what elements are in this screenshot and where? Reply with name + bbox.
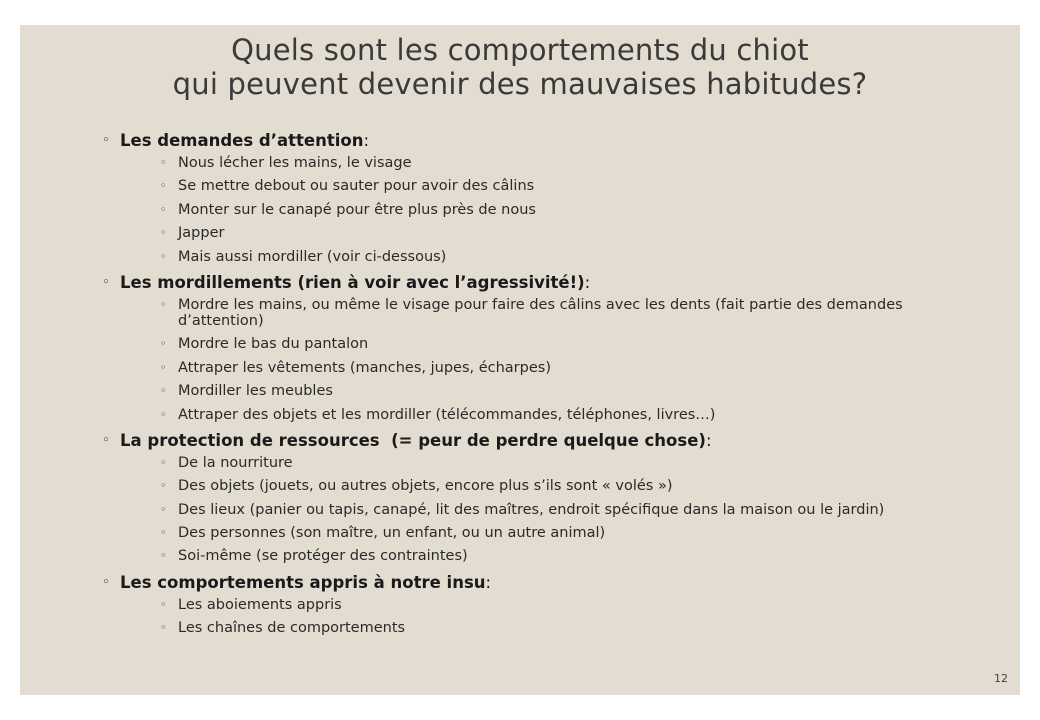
list-item: ◦ Des objets (jouets, ou autres objets, encore plus s’ils sont « volés ») xyxy=(160,478,673,495)
hollow-bullet-icon: ◦ xyxy=(160,202,167,216)
hollow-bullet-icon: ◦ xyxy=(160,297,167,311)
section-protection xyxy=(102,430,962,565)
section-heading-text: Les comportements appris à notre insu xyxy=(120,572,486,592)
list-item: ◦ Attraper les vêtements (manches, jupes, écharpes) xyxy=(160,359,551,376)
title-line-2: qui peuvent devenir des mauvaises habitudes? xyxy=(172,67,868,101)
list-item: ◦ Des personnes (son maître, un enfant, ou un autre animal) xyxy=(160,525,606,542)
section-heading: ◦ Les mordillements (rien à voir avec l’agressivité!): xyxy=(102,272,591,292)
list-item: ◦ Les chaînes de comportements xyxy=(160,620,406,637)
list-item: ◦ Monter sur le canapé pour être plus près de nous xyxy=(160,201,536,218)
hollow-bullet-icon: ◦ xyxy=(160,249,167,263)
hollow-bullet-icon: ◦ xyxy=(160,455,167,469)
hollow-bullet-icon: ◦ xyxy=(160,384,167,398)
section-heading: ◦ Les demandes d’attention: xyxy=(102,131,370,150)
list-item: ◦ Mais aussi mordiller (voir ci-dessous) xyxy=(160,248,447,265)
hollow-bullet-icon: ◦ xyxy=(160,179,167,193)
hollow-bullet-icon: ◦ xyxy=(160,479,167,493)
hollow-bullet-icon: ◦ xyxy=(160,226,167,240)
hollow-bullet-icon: ◦ xyxy=(160,337,167,351)
hollow-bullet-icon: ◦ xyxy=(160,407,167,421)
section-attention xyxy=(102,130,962,265)
hollow-bullet-icon: ◦ xyxy=(160,502,167,516)
section-heading-text: Les mordillements (rien à voir avec l’agressivité!) xyxy=(120,272,585,292)
section-heading-text: La protection de ressources (= peur de perdre quelque chose) xyxy=(120,430,706,450)
section-mordillements xyxy=(102,272,962,423)
hollow-bullet-icon: ◦ xyxy=(160,526,167,540)
section-heading: ◦ La protection de ressources (= peur de perdre quelque chose): xyxy=(102,430,712,450)
section-appris xyxy=(102,572,962,636)
section-heading-text: Les demandes d’attention xyxy=(120,131,364,150)
slide xyxy=(20,25,1020,695)
slide-title xyxy=(20,33,1020,101)
hollow-bullet-icon: ◦ xyxy=(160,621,167,635)
section-heading: ◦ Les comportements appris à notre insu: xyxy=(102,572,492,592)
hollow-bullet-icon: ◦ xyxy=(102,574,110,590)
slide-content xyxy=(102,130,962,644)
list-item: ◦ Mordre le bas du pantalon xyxy=(160,336,369,353)
hollow-bullet-icon: ◦ xyxy=(160,549,167,563)
item-list xyxy=(102,155,962,265)
list-item: ◦ Les aboiements appris xyxy=(160,596,342,613)
list-item: ◦ Des lieux (panier ou tapis, canapé, lit des maîtres, endroit spécifique dans la maison ou le jardin) xyxy=(160,501,885,518)
title-line-1: Quels sont les comportements du chiot xyxy=(231,33,809,67)
list-item: ◦ Soi-même (se protéger des contraintes) xyxy=(160,548,468,565)
page-number: 12 xyxy=(994,672,1008,685)
list-item: ◦ Mordiller les meubles xyxy=(160,383,333,400)
hollow-bullet-icon: ◦ xyxy=(102,274,110,290)
list-item: ◦ Mordre les mains, ou même le visage pour faire des câlins avec les dents (fait partie des demandes d’attention) xyxy=(160,296,903,329)
list-item: ◦ De la nourriture xyxy=(160,454,293,471)
hollow-bullet-icon: ◦ xyxy=(102,432,110,448)
item-list xyxy=(102,597,962,636)
hollow-bullet-icon: ◦ xyxy=(160,156,167,169)
item-list xyxy=(102,455,962,565)
list-item: ◦ Attraper des objets et les mordiller (télécommandes, téléphones, livres…) xyxy=(160,406,716,423)
item-list xyxy=(102,297,962,423)
hollow-bullet-icon: ◦ xyxy=(102,133,110,148)
hollow-bullet-icon: ◦ xyxy=(160,360,167,374)
list-item: ◦ Japper xyxy=(160,225,225,242)
list-item: ◦ Se mettre debout ou sauter pour avoir des câlins xyxy=(160,178,535,195)
hollow-bullet-icon: ◦ xyxy=(160,597,167,611)
list-item: ◦ Nous lécher les mains, le visage xyxy=(160,155,412,171)
